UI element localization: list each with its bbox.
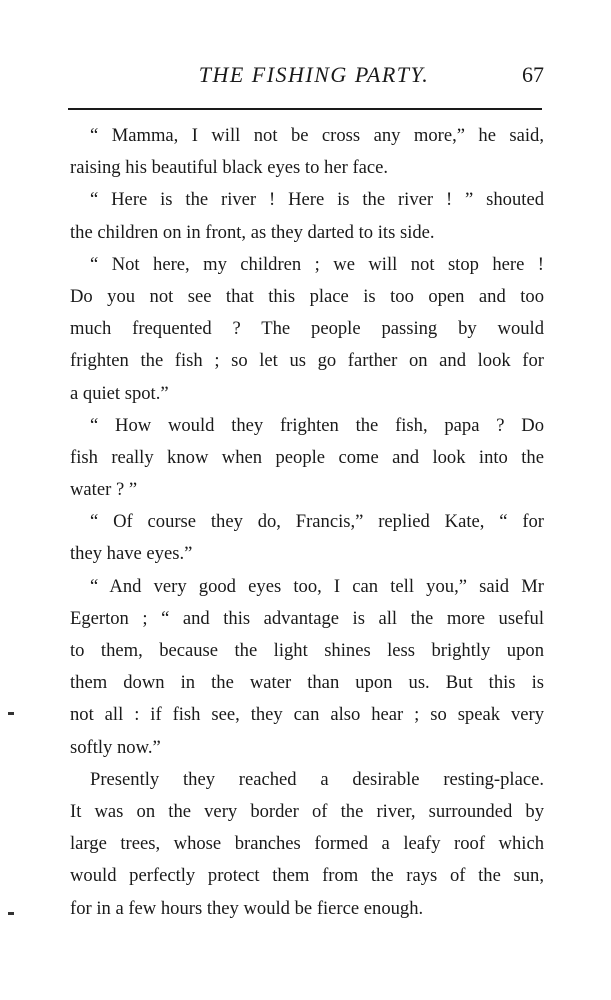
paragraph bbox=[70, 571, 544, 764]
text-line: “ Mamma, I will not be cross any more,” he said, bbox=[90, 125, 544, 146]
text-line: Egerton ; “ and this advantage is all the more useful bbox=[70, 607, 544, 629]
text-line: frighten the fish ; so let us go farther on and look for bbox=[70, 350, 544, 372]
paragraph bbox=[70, 764, 544, 925]
text-line: for in a few hours they would be fierce enough. bbox=[70, 897, 424, 919]
text-line: “ And very good eyes too, I can tell you,” said Mr bbox=[90, 575, 544, 597]
text-line: not all : if fish see, they can also hear ; so speak very bbox=[70, 704, 544, 726]
text-line: “ Here is the river ! Here is the river ! ” shouted bbox=[90, 189, 544, 211]
page-header bbox=[70, 60, 544, 100]
paragraph bbox=[70, 120, 544, 184]
text-line: It was on the very border of the river, surrounded by bbox=[70, 800, 544, 822]
text-line: raising his beautiful black eyes to her face. bbox=[70, 157, 389, 179]
text-line: “ Of course they do, Francis,” replied Kate, “ for bbox=[90, 511, 544, 533]
running-title: THE FISHING PARTY. bbox=[198, 62, 430, 87]
text-line: “ Not here, my children ; we will not stop here ! bbox=[90, 253, 544, 275]
paragraph bbox=[70, 184, 544, 248]
body-text bbox=[70, 120, 544, 925]
text-line: “ How would they frighten the fish, papa ? Do bbox=[90, 414, 544, 436]
page-number: 67 bbox=[522, 62, 544, 87]
text-line: water ? ” bbox=[70, 479, 138, 501]
text-line: Do you not see that this place is too open and too bbox=[70, 285, 544, 307]
text-line: to them, because the light shines less brightly upon bbox=[70, 640, 544, 661]
text-line: fish really know when people come and look into the bbox=[70, 446, 544, 468]
text-line: Presently they reached a desirable resting-place. bbox=[90, 768, 544, 790]
page-speck bbox=[8, 912, 14, 915]
text-line: a quiet spot.” bbox=[70, 382, 169, 404]
paragraph bbox=[70, 249, 544, 410]
text-line: them down in the water than upon us. But this is bbox=[70, 672, 544, 694]
text-line: large trees, whose branches formed a leafy roof which bbox=[70, 833, 544, 855]
page-speck bbox=[8, 712, 14, 715]
text-line: would perfectly protect them from the rays of the sun, bbox=[70, 865, 544, 887]
text-line: softly now.” bbox=[70, 736, 161, 758]
paragraph bbox=[70, 506, 544, 570]
text-line: much frequented ? The people passing by would bbox=[70, 318, 544, 340]
text-line: they have eyes.” bbox=[70, 543, 193, 565]
text-line: the children on in front, as they darted to its side. bbox=[70, 221, 435, 243]
paragraph bbox=[70, 410, 544, 507]
header-rule bbox=[68, 108, 542, 110]
